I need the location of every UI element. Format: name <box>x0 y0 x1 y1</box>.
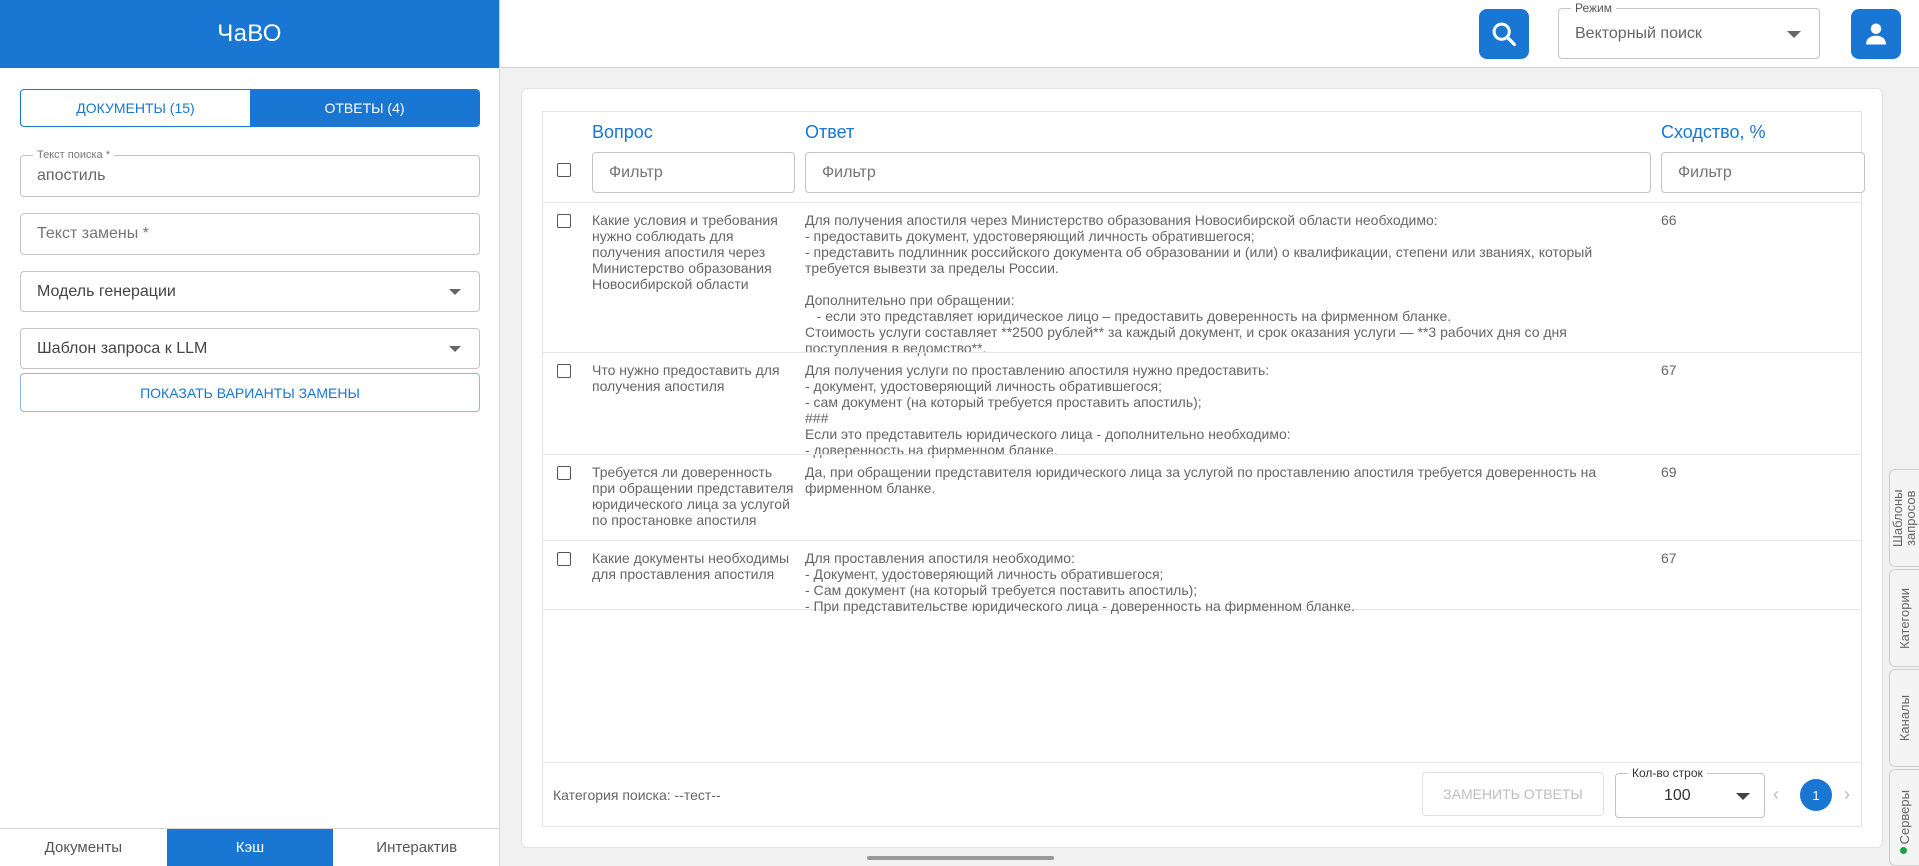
page-button-1[interactable]: 1 <box>1800 779 1832 811</box>
table-row[interactable] <box>543 202 1861 356</box>
row-answer: Для получения услуги по проставлению апостиля нужно предоставить: - документ, удостоверяющий личность обратившегося; - сам документ (на который требуется проставить апостиль); ### Если это представитель юридического лица - дополнительно необходимо: - доверенность на фирменном бланке. <box>805 362 1291 458</box>
column-header-similarity[interactable]: Сходство, % <box>1661 122 1766 142</box>
filter-similarity-input[interactable] <box>1678 164 1864 182</box>
main-card <box>521 88 1883 848</box>
row-similarity: 69 <box>1661 464 1677 480</box>
tab-documents[interactable]: ДОКУМЕНТЫ (15) <box>76 100 195 116</box>
side-tab-templates[interactable] <box>1889 469 1919 567</box>
filter-question-input[interactable] <box>609 164 794 182</box>
nav-cache[interactable]: Кэш <box>167 829 334 866</box>
top-bar <box>501 0 1919 68</box>
column-header-answer[interactable]: Ответ <box>805 122 855 142</box>
table-row[interactable] <box>543 540 1861 614</box>
show-replacements-button[interactable]: ПОКАЗАТЬ ВАРИАНТЫ ЗАМЕНЫ <box>20 373 480 412</box>
row-checkbox[interactable] <box>557 466 571 480</box>
mode-value: Векторный поиск <box>1575 24 1702 42</box>
row-similarity: 67 <box>1661 362 1677 378</box>
search-category: Категория поиска: --тест-- <box>553 787 721 803</box>
next-page-icon[interactable]: › <box>1844 784 1850 804</box>
row-checkbox[interactable] <box>557 364 571 378</box>
search-text-field[interactable] <box>20 149 480 197</box>
replace-answers-button[interactable]: ЗАМЕНИТЬ ОТВЕТЫ <box>1422 772 1604 816</box>
nav-documents[interactable]: Документы <box>44 839 122 856</box>
result-type-tabs <box>20 89 480 127</box>
row-answer: Для проставления апостиля необходимо: - Документ, удостоверяющий личность обратившегося; - Сам документ (на который требуется поставить апостиль); - При представительстве юридического лица - доверенность на фирменном бланке. <box>805 550 1355 614</box>
filter-similarity[interactable] <box>1661 152 1865 193</box>
search-icon <box>1490 20 1518 48</box>
row-question: Какие условия и требования нужно соблюдать для получения апостиля через Министерство образования Новосибирской области <box>592 212 778 292</box>
search-text-label: Текст поиска * <box>33 149 114 161</box>
chevron-down-icon <box>1787 31 1801 38</box>
answers-table <box>542 111 1862 827</box>
mode-label: Режим <box>1571 1 1616 15</box>
side-tab-channels[interactable] <box>1889 669 1919 767</box>
user-icon <box>1862 20 1890 48</box>
side-tab-templates-label: Шаблоны запросов <box>1889 489 1918 547</box>
user-button[interactable] <box>1851 9 1901 59</box>
side-tab-servers-label: Серверы <box>1897 790 1912 845</box>
table-row[interactable] <box>543 454 1861 540</box>
side-tab-channels-label: Каналы <box>1897 694 1912 742</box>
select-all-checkbox[interactable] <box>557 163 571 177</box>
row-checkbox[interactable] <box>557 552 571 566</box>
row-checkbox[interactable] <box>557 214 571 228</box>
search-button[interactable] <box>1479 9 1529 59</box>
row-similarity: 66 <box>1661 212 1677 228</box>
search-text-input[interactable] <box>37 167 463 185</box>
replace-text-input[interactable] <box>37 225 463 243</box>
model-select[interactable] <box>20 271 480 312</box>
row-answer: Да, при обращении представителя юридического лица за услугой по проставлению апостиля требуется доверенность на фирменном бланке. <box>805 464 1601 496</box>
chevron-down-icon <box>449 289 461 295</box>
model-select-value: Модель генерации <box>37 282 176 300</box>
table-footer-divider <box>543 762 1861 763</box>
filter-question[interactable] <box>592 152 795 193</box>
side-tab-categories-label: Категории <box>1897 587 1912 649</box>
table-row[interactable] <box>543 352 1861 458</box>
chevron-down-icon <box>449 346 461 352</box>
rows-per-page-value: 100 <box>1664 786 1691 804</box>
row-question: Какие документы необходимы для проставления апостиля <box>592 550 790 582</box>
filter-answer-input[interactable] <box>822 164 1650 182</box>
mode-select[interactable] <box>1558 1 1820 59</box>
server-status-dot <box>1900 847 1907 854</box>
prev-page-icon[interactable]: ‹ <box>1773 784 1779 804</box>
template-select-value: Шаблон запроса к LLM <box>37 339 208 357</box>
tab-answers[interactable]: ОТВЕТЫ (4) <box>250 90 479 126</box>
bottom-nav <box>0 828 500 866</box>
sidebar <box>0 0 500 866</box>
row-similarity: 67 <box>1661 550 1677 566</box>
filter-answer[interactable] <box>805 152 1651 193</box>
chevron-down-icon <box>1736 793 1750 800</box>
rows-per-page-label: Кол-во строк <box>1628 766 1707 780</box>
rows-per-page-select[interactable] <box>1615 766 1765 818</box>
replace-text-field[interactable] <box>20 213 480 255</box>
row-question: Что нужно предоставить для получения апостиля <box>592 362 780 394</box>
column-header-question[interactable]: Вопрос <box>592 122 653 142</box>
app-title: ЧаВО <box>0 0 499 68</box>
row-answer: Для получения апостиля через Министерство образования Новосибирской области необходимо: - предоставить документ, удостоверяющий личность обратившегося; - представить подлинник российского документа об образовании и (или) о квалификации, степени или званиях, который требуется вывезти за пределы России. Дополнительно при обращении: - если это представляет юридическое лицо – предоставить доверенность на фирменном бланке. Стоимость услуги составляет **2500 рублей** за каждый документ, и срок оказания услуги — **3 рабочих дня со дня поступления в ведомство**. <box>805 212 1593 356</box>
nav-interactive[interactable]: Интерактив <box>376 839 458 856</box>
horizontal-scrollbar[interactable] <box>867 856 1054 860</box>
template-select[interactable] <box>20 328 480 369</box>
row-question: Требуется ли доверенность при обращении представителя юридического лица за услугой по простановке апостиля <box>592 464 794 528</box>
side-tab-categories[interactable] <box>1889 569 1919 667</box>
